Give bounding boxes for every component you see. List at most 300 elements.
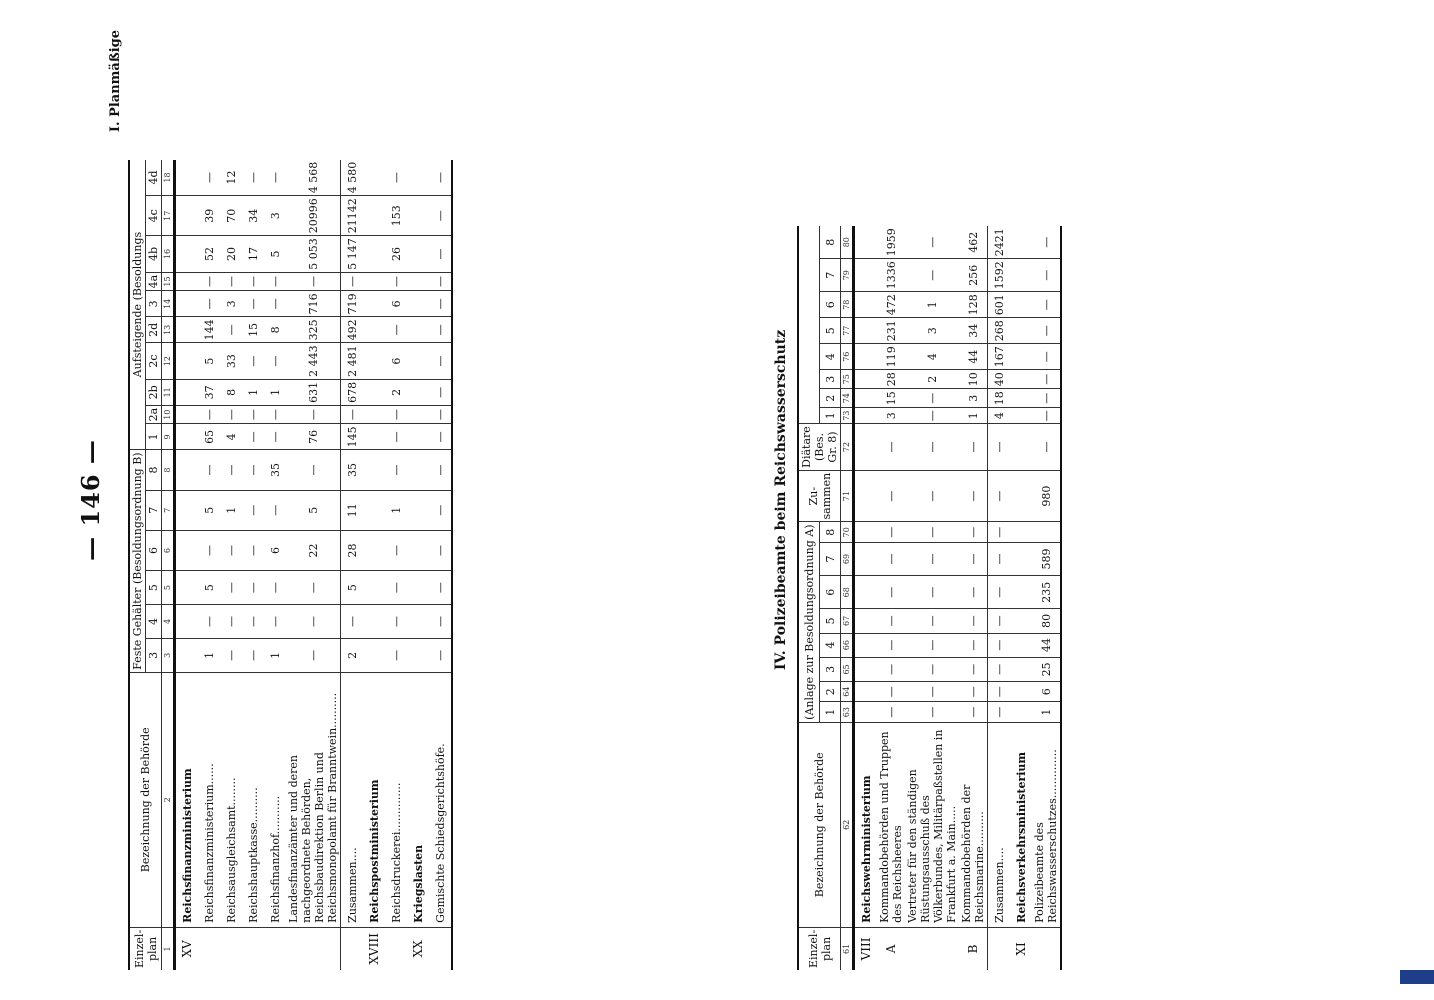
col-number: 76	[841, 344, 854, 370]
cell	[407, 160, 429, 196]
col-head: 3	[146, 291, 162, 317]
cell: —	[385, 530, 407, 570]
cell: 1959	[877, 226, 905, 259]
cell: —	[429, 291, 452, 317]
cell: 3	[877, 408, 905, 424]
table-row	[220, 160, 242, 970]
cell: 33	[220, 343, 242, 380]
cell: 3	[959, 389, 988, 408]
cell: —	[905, 389, 959, 408]
col-head: 1	[146, 424, 162, 450]
col-head-a: 8	[820, 522, 841, 542]
cell: 34	[242, 196, 264, 236]
col-head: 2d	[146, 317, 162, 343]
cell	[1010, 576, 1032, 609]
cell: —	[198, 605, 220, 639]
table-section-1	[128, 160, 453, 970]
table-row	[877, 226, 905, 970]
col-head: 4d	[146, 160, 162, 196]
row-plan: XV	[180, 940, 194, 958]
cell	[854, 609, 878, 633]
cell: 1	[905, 292, 959, 318]
col-head: 3	[146, 638, 162, 672]
cell	[1032, 522, 1061, 542]
cell: 39	[198, 196, 220, 236]
col-number: 7	[162, 490, 175, 530]
cell: —	[905, 657, 959, 681]
cell: —	[264, 343, 286, 380]
cell: —	[198, 530, 220, 570]
cell: 65	[198, 424, 220, 450]
cell: —	[959, 470, 988, 522]
cell: —	[242, 405, 264, 424]
row-plan	[198, 927, 220, 970]
cell: —	[242, 424, 264, 450]
cell: —	[341, 405, 364, 424]
cell: 5	[198, 490, 220, 530]
cell: 716	[286, 291, 341, 317]
col-number: 8	[162, 450, 175, 490]
col-number: 74	[841, 389, 854, 408]
cell: 4	[988, 408, 1011, 424]
cell: 492	[341, 317, 364, 343]
cell	[854, 576, 878, 609]
cell	[175, 424, 199, 450]
col-number: 2	[162, 672, 175, 927]
cell	[854, 318, 878, 344]
cell: 1336	[877, 259, 905, 292]
cell	[1010, 470, 1032, 522]
cell	[175, 530, 199, 570]
row-name: Reichsverkehrsministerium	[1010, 722, 1032, 927]
row-name: Vertreter für den ständigen Rüstungsausschuß des Völkerbundes, Militärpaßstellen in Frankfurt a. Main.....	[905, 722, 959, 927]
table-row	[363, 160, 385, 970]
cell: —	[385, 605, 407, 639]
cell: —	[264, 490, 286, 530]
cell: 5	[198, 343, 220, 380]
col-number: 18	[162, 160, 175, 196]
cell	[1010, 370, 1032, 389]
table-section-2	[797, 226, 1062, 970]
cell: 1	[959, 408, 988, 424]
cell: —	[198, 291, 220, 317]
cell	[854, 292, 878, 318]
cell: —	[242, 160, 264, 196]
col-head-a: 3	[820, 657, 841, 681]
cell	[175, 317, 199, 343]
col-head: 6	[146, 530, 162, 570]
cell: —	[877, 522, 905, 542]
row-plan	[1032, 927, 1061, 970]
cell: —	[220, 571, 242, 605]
col-number: 79	[841, 259, 854, 292]
cell	[1010, 259, 1032, 292]
cell: 4 568	[286, 160, 341, 196]
group-rising: Aufsteigende (Besoldungs	[129, 160, 146, 450]
cell	[363, 405, 385, 424]
col-number: 61	[841, 927, 854, 970]
cell: 20	[220, 236, 242, 273]
cell	[407, 379, 429, 405]
cell: 472	[877, 292, 905, 318]
cell: —	[905, 609, 959, 633]
cell: —	[286, 272, 341, 291]
cell: 3	[220, 291, 242, 317]
row-name: Zusammen....	[988, 722, 1011, 927]
col-number: 71	[841, 470, 854, 522]
cell: 5	[198, 571, 220, 605]
col-name: Bezeichnung der Behörde	[129, 672, 162, 927]
col-head-d: 1	[820, 408, 841, 424]
cell: —	[429, 272, 452, 291]
cell: —	[905, 682, 959, 702]
cell	[1010, 424, 1032, 471]
table-row	[242, 160, 264, 970]
cell: —	[242, 638, 264, 672]
row-name: Reichsfinanzministerium......	[198, 672, 220, 927]
cell: —	[385, 160, 407, 196]
cell	[854, 470, 878, 522]
col-number: 68	[841, 576, 854, 609]
cell: —	[286, 450, 341, 490]
col-number: 65	[841, 657, 854, 681]
table-row	[385, 160, 407, 970]
cell: —	[264, 405, 286, 424]
cell	[1010, 318, 1032, 344]
cell: —	[905, 702, 959, 722]
cell: 980	[1032, 470, 1061, 522]
col-head-d: 4	[820, 344, 841, 370]
cell: —	[264, 571, 286, 605]
cell: 1592	[988, 259, 1011, 292]
col-head-d: 7	[820, 259, 841, 292]
cell: 3	[264, 196, 286, 236]
cell	[1010, 657, 1032, 681]
col-head: 4	[146, 605, 162, 639]
cell: —	[1032, 408, 1061, 424]
cell: 4	[905, 344, 959, 370]
cell: 40	[988, 370, 1011, 389]
cell	[407, 605, 429, 639]
cell: —	[286, 638, 341, 672]
col-number: 15	[162, 272, 175, 291]
row-plan	[242, 927, 264, 970]
cell: —	[877, 657, 905, 681]
cell: 76	[286, 424, 341, 450]
cell: —	[429, 317, 452, 343]
cell	[854, 344, 878, 370]
cell: —	[877, 702, 905, 722]
cell: 37	[198, 379, 220, 405]
row-name: Kommandobehörden der Reichsmarine..........	[959, 722, 988, 927]
cell: 153	[385, 196, 407, 236]
col-number: 72	[841, 424, 854, 471]
cell: —	[220, 605, 242, 639]
cell: 1	[242, 379, 264, 405]
row-name: Zusammen....	[341, 672, 364, 927]
col-head-a: 7	[820, 542, 841, 575]
cell: —	[198, 272, 220, 291]
cell: 52	[198, 236, 220, 273]
col-head-a: 5	[820, 609, 841, 633]
cell	[363, 605, 385, 639]
cell: —	[220, 405, 242, 424]
row-name: Reichshauptkasse..........	[242, 672, 264, 927]
cell: 4	[220, 424, 242, 450]
col-head: 2a	[146, 405, 162, 424]
cell: 28	[877, 370, 905, 389]
cell: —	[877, 470, 905, 522]
cell	[407, 424, 429, 450]
row-name: Reichspostministerium	[363, 672, 385, 927]
cell: 4 580	[341, 160, 364, 196]
cell: —	[242, 291, 264, 317]
cell: —	[1032, 226, 1061, 259]
cell: —	[385, 450, 407, 490]
col-head: 4b	[146, 236, 162, 273]
cell: 2 481	[341, 343, 364, 380]
col-number: 70	[841, 522, 854, 542]
cell: 589	[1032, 542, 1061, 575]
cell	[363, 490, 385, 530]
cell: 462	[959, 226, 988, 259]
col-number: 62	[841, 722, 854, 927]
col-number: 5	[162, 571, 175, 605]
cell	[407, 343, 429, 380]
cell: —	[242, 571, 264, 605]
cell: 6	[264, 530, 286, 570]
cell: —	[1032, 292, 1061, 318]
row-plan: B	[966, 944, 980, 954]
cell	[407, 405, 429, 424]
row-plan	[220, 927, 242, 970]
cell: —	[429, 405, 452, 424]
cell	[1010, 609, 1032, 633]
row-name: Reichswehrministerium	[854, 722, 878, 927]
col-number: 13	[162, 317, 175, 343]
cell: —	[429, 530, 452, 570]
row-plan	[429, 927, 452, 970]
col-head: 4a	[146, 272, 162, 291]
cell	[407, 571, 429, 605]
cell	[1010, 542, 1032, 575]
cell	[175, 196, 199, 236]
cell: —	[264, 605, 286, 639]
col-number: 73	[841, 408, 854, 424]
cell: 8	[264, 317, 286, 343]
row-plan	[385, 927, 407, 970]
cell: 325	[286, 317, 341, 343]
section-1	[110, 30, 720, 970]
row-name: Landesfinanzämter und deren nachgeordnete Behörden, Reichsbaudirektion Berlin und Reichsmonopolamt für Branntwein..........	[286, 672, 341, 927]
cell: —	[264, 272, 286, 291]
cell: —	[385, 638, 407, 672]
cell: 12	[220, 160, 242, 196]
cell	[175, 272, 199, 291]
group-d	[798, 226, 820, 424]
col-number: 1	[162, 927, 175, 970]
cell: 6	[1032, 682, 1061, 702]
col-head: 8	[146, 450, 162, 490]
cell: —	[220, 638, 242, 672]
cell: —	[959, 682, 988, 702]
cell	[175, 405, 199, 424]
cell: 1	[198, 638, 220, 672]
cell: —	[286, 405, 341, 424]
cell: —	[905, 408, 959, 424]
cell	[854, 424, 878, 471]
cell	[363, 272, 385, 291]
cell: —	[429, 450, 452, 490]
cell	[363, 638, 385, 672]
row-name: Reichsdruckerei..............	[385, 672, 407, 927]
row-plan	[341, 927, 364, 970]
cell: —	[242, 605, 264, 639]
cell	[175, 571, 199, 605]
cell: 256	[959, 259, 988, 292]
cell: 5 053	[286, 236, 341, 273]
cell	[1010, 226, 1032, 259]
cell: —	[242, 530, 264, 570]
cell: —	[429, 605, 452, 639]
cell	[175, 236, 199, 273]
row-plan: XI	[1014, 942, 1028, 956]
cell: 35	[341, 450, 364, 490]
cell: —	[988, 424, 1011, 471]
cell: 6	[385, 291, 407, 317]
cell: —	[877, 542, 905, 575]
cell: —	[429, 424, 452, 450]
cell	[1010, 682, 1032, 702]
col-number: 67	[841, 609, 854, 633]
cell: —	[220, 530, 242, 570]
cell	[363, 379, 385, 405]
cell	[363, 530, 385, 570]
cell	[407, 291, 429, 317]
cell: 34	[959, 318, 988, 344]
row-plan: XX	[411, 940, 425, 958]
table-row	[905, 226, 959, 970]
cell	[407, 450, 429, 490]
cell: 719	[341, 291, 364, 317]
row-plan	[286, 927, 341, 970]
cell	[1010, 408, 1032, 424]
col-plan: Einzel-plan	[798, 927, 841, 970]
cell: —	[341, 605, 364, 639]
col-number: 78	[841, 292, 854, 318]
col-number: 14	[162, 291, 175, 317]
cell: —	[429, 160, 452, 196]
row-name: Kriegslasten	[407, 672, 429, 927]
col-number: 80	[841, 226, 854, 259]
cell: —	[988, 576, 1011, 609]
col-number: 63	[841, 702, 854, 722]
table-row	[286, 160, 341, 970]
cell: 17	[242, 236, 264, 273]
cell	[363, 450, 385, 490]
row-plan	[905, 927, 959, 970]
cell: —	[264, 424, 286, 450]
cell	[854, 259, 878, 292]
cell: —	[905, 470, 959, 522]
col-head: 2c	[146, 343, 162, 380]
cell: —	[959, 657, 988, 681]
col-number: 6	[162, 530, 175, 570]
cell: —	[220, 450, 242, 490]
cell: —	[877, 609, 905, 633]
table-row	[429, 160, 452, 970]
col-head-a: 1	[820, 702, 841, 722]
col-head-d: 6	[820, 292, 841, 318]
cell	[854, 408, 878, 424]
cell: 128	[959, 292, 988, 318]
cell: 5 147	[341, 236, 364, 273]
cell	[854, 370, 878, 389]
cell: 1	[264, 379, 286, 405]
cell	[407, 196, 429, 236]
cell: 1	[1032, 702, 1061, 722]
col-number: 66	[841, 633, 854, 657]
cell: —	[905, 259, 959, 292]
cell	[854, 542, 878, 575]
cell: 5	[341, 571, 364, 605]
cell: —	[286, 605, 341, 639]
col-head: 2b	[146, 379, 162, 405]
row-name: Kommandobehörden und Truppen des Reichsheeres	[877, 722, 905, 927]
section-1-title: I. Planmäßige	[108, 30, 123, 133]
cell: —	[429, 343, 452, 380]
cell: —	[242, 343, 264, 380]
cell: 18	[988, 389, 1011, 408]
cell: —	[988, 522, 1011, 542]
cell: 678	[341, 379, 364, 405]
cell: —	[429, 490, 452, 530]
cell: —	[429, 236, 452, 273]
cell: 26	[385, 236, 407, 273]
cell: 8	[220, 379, 242, 405]
cell: —	[905, 226, 959, 259]
cell: —	[385, 317, 407, 343]
cell	[1010, 633, 1032, 657]
col-head: 5	[146, 571, 162, 605]
col-head-d: 8	[820, 226, 841, 259]
cell	[363, 291, 385, 317]
cell: —	[429, 638, 452, 672]
col-number: 75	[841, 370, 854, 389]
cell: 2	[905, 370, 959, 389]
cell: —	[341, 272, 364, 291]
cell	[1010, 389, 1032, 408]
row-plan: A	[884, 944, 898, 954]
cell	[854, 389, 878, 408]
cell: 80	[1032, 609, 1061, 633]
cell: 44	[959, 344, 988, 370]
col-head-a: 6	[820, 576, 841, 609]
col-head-a: 4	[820, 633, 841, 657]
row-name: Reichsausgleichsamt........	[220, 672, 242, 927]
cell: —	[905, 633, 959, 657]
page-number: — 146 —	[76, 439, 105, 561]
cell: —	[286, 571, 341, 605]
cell: —	[877, 682, 905, 702]
cell	[363, 424, 385, 450]
col-number: 12	[162, 343, 175, 380]
cell	[363, 236, 385, 273]
cell	[1010, 344, 1032, 370]
section-2-title: IV. Polizeibeamte beim Reichswasserschutz	[773, 329, 789, 671]
col-zusammen: Zu-sammen	[798, 470, 841, 522]
cell: 70	[220, 196, 242, 236]
